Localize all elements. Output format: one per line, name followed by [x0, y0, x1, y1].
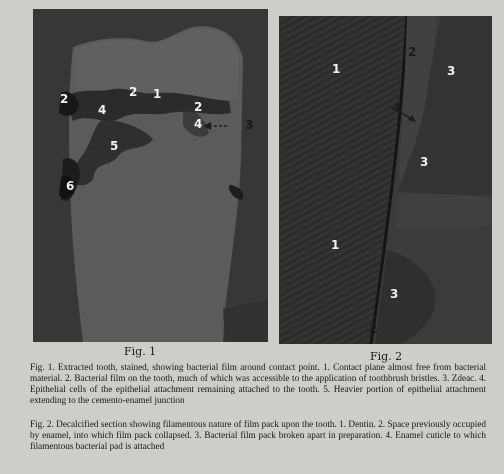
figure-1-tooth-photo [33, 9, 268, 342]
fig2-marker-3: 3 [447, 64, 456, 78]
figure-2-caption-text: Fig. 2. Decalcified section showing filamentous nature of film pack upon the tooth. 1. Dentin. 2. Space previously occupied by enamel, into which film pack collapsed. 3. Bacterial film pack broken apart in preparation. 4. Enamel cuticle to which filamentous bacterial pad is attached [30, 419, 486, 451]
figure-1-caption-text: Fig. 1. Extracted tooth, stained, showing bacterial film around contact point. 1. Contact plane almost free from bacterial material. 2. Bacterial film on the tooth, much of which was accessible to the application of toothbrush bristles. 3. Zdeac. 4. Epithelial cells of the epithelial attachment remaining attached to the tooth. 5. Heavier portion of epithelial attachment extending to the cemento-enamel junction [30, 362, 486, 405]
fig1-marker-4: 4 [194, 117, 203, 131]
fig2-marker-1: 1 [331, 238, 340, 252]
tooth-illustration [33, 9, 268, 342]
fig2-marker-1: 1 [332, 62, 341, 76]
fig1-marker-2: 2 [194, 100, 203, 114]
fig1-marker-6: 6 [66, 179, 75, 193]
figure-1-caption [30, 362, 486, 406]
fig1-marker-5: 5 [110, 139, 119, 153]
section-illustration [279, 16, 492, 344]
fig1-marker-4: 4 [98, 103, 107, 117]
figure-2-caption [30, 419, 486, 452]
fig1-marker-3: 3 [245, 118, 254, 132]
fig2-marker-4: 4 [392, 101, 401, 115]
fig1-marker-1: 1 [153, 87, 162, 101]
fig2-marker-2: 2 [408, 45, 417, 59]
figure-1-label: Fig. 1 [124, 345, 157, 358]
fig1-marker-2: 2 [129, 85, 138, 99]
fig2-marker-3: 3 [390, 287, 399, 301]
fig2-marker-3: 3 [420, 155, 429, 169]
figure-2-section-photo [279, 16, 492, 344]
figure-2-label: Fig. 2 [370, 350, 403, 363]
fig2-marker-2: 2 [369, 322, 378, 336]
fig1-marker-2: 2 [60, 92, 69, 106]
